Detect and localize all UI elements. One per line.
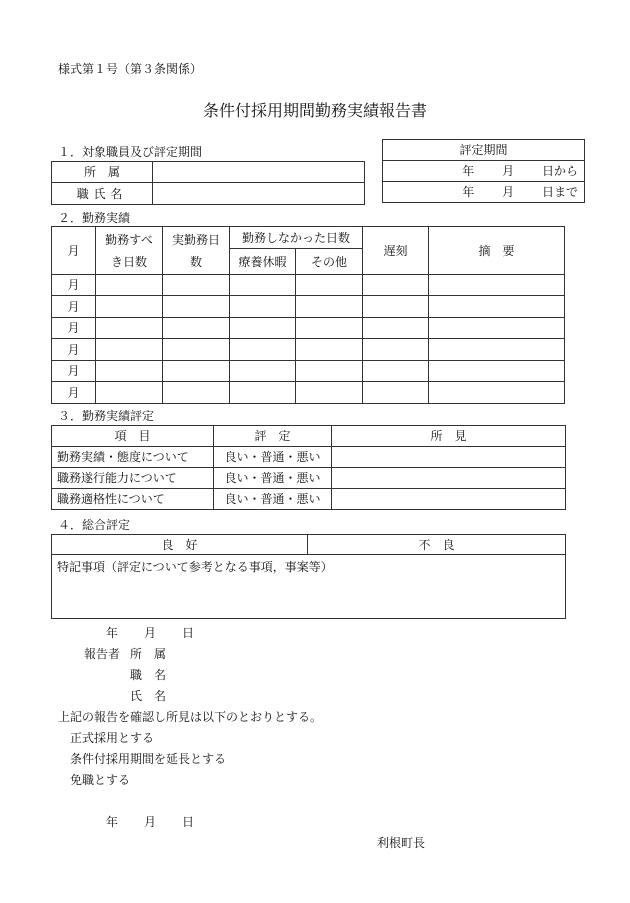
work-record-table — [51, 226, 565, 404]
work-record-rows — [52, 275, 565, 404]
reporter-affiliation-label: 所 属 — [130, 647, 167, 661]
opinion-field[interactable] — [332, 447, 566, 468]
col-absent-days: 勤務しなかった日数 — [230, 227, 363, 249]
reporter-name-label: 氏 名 — [130, 689, 167, 703]
report-year-label: 年 — [106, 626, 119, 640]
month-cell[interactable]: 月 — [52, 296, 96, 318]
col-item: 項 目 — [52, 426, 214, 447]
report-day-label: 日 — [182, 626, 195, 640]
eval-period-header: 評定期間 — [383, 140, 585, 161]
table-row — [52, 318, 565, 339]
final-date[interactable] — [106, 813, 194, 830]
opinion-field[interactable] — [332, 468, 566, 489]
rating-choice[interactable]: 良い・普通・悪い — [214, 489, 332, 510]
overall-bad[interactable]: 不 良 — [308, 535, 566, 555]
eval-item-ability: 職務遂行能力について — [52, 468, 214, 489]
overall-evaluation-table — [51, 534, 566, 619]
month-cell[interactable]: 月 — [52, 275, 96, 296]
reporter-label: 報告者 — [84, 647, 121, 661]
section4-heading: ４．総合評定 — [58, 518, 131, 532]
final-month-label: 月 — [144, 815, 157, 829]
table-row — [52, 361, 565, 382]
option-dismissal[interactable]: 免職とする — [70, 773, 131, 787]
to-year-label: 年 — [462, 185, 475, 199]
eval-period-to[interactable] — [383, 182, 585, 203]
affiliation-field[interactable] — [153, 162, 365, 183]
from-year-label: 年 — [462, 164, 475, 178]
report-date[interactable] — [106, 624, 194, 641]
option-extend-period[interactable]: 条件付採用期間を延長とする — [70, 752, 227, 766]
confirm-text: 上記の報告を確認し所見は以下のとおりとする。 — [58, 710, 323, 724]
page-title: 条件付採用期間勤務実績報告書 — [202, 101, 427, 120]
eval-item-attitude: 勤務実績・態度について — [52, 447, 214, 468]
section1-heading: １．対象職員及び評定期間 — [58, 145, 203, 159]
eval-item-aptitude: 職務適格性について — [52, 489, 214, 510]
target-employee-table — [51, 161, 365, 205]
col-should-work: 勤務すべ き日数 — [96, 227, 163, 275]
form-number: 様式第１号（第３条関係） — [58, 62, 203, 76]
col-actual-work: 実勤務日 数 — [163, 227, 230, 275]
evaluation-period-table — [382, 139, 585, 203]
rating-choice[interactable]: 良い・普通・悪い — [214, 468, 332, 489]
col-medical-leave: 療養休暇 — [230, 249, 296, 275]
col-late: 遅刻 — [363, 227, 429, 275]
section3-heading: ３．勤務実績評定 — [58, 409, 155, 423]
name-field[interactable] — [153, 183, 365, 205]
col-month: 月 — [52, 227, 96, 275]
from-month-label: 月 — [502, 164, 515, 178]
table-row — [52, 468, 566, 489]
affiliation-label: 所 属 — [52, 162, 153, 183]
col-remarks: 摘 要 — [429, 227, 565, 275]
option-formal-appointment[interactable]: 正式採用とする — [70, 731, 155, 745]
final-year-label: 年 — [106, 815, 119, 829]
rating-choice[interactable]: 良い・普通・悪い — [214, 447, 332, 468]
to-day-label: 日まで — [541, 185, 578, 199]
table-row — [52, 275, 565, 296]
table-row — [52, 339, 565, 361]
report-month-label: 月 — [144, 626, 157, 640]
final-day-label: 日 — [182, 815, 195, 829]
to-month-label: 月 — [502, 185, 515, 199]
eval-period-from[interactable] — [383, 161, 585, 182]
table-row — [52, 382, 565, 404]
signatory: 利根町長 — [377, 836, 426, 850]
col-opinion: 所 見 — [332, 426, 566, 447]
col-rating: 評 定 — [214, 426, 332, 447]
performance-evaluation-table — [51, 425, 566, 510]
table-row — [52, 296, 565, 318]
table-row — [52, 489, 566, 510]
month-cell[interactable]: 月 — [52, 382, 96, 404]
overall-good[interactable]: 良 好 — [52, 535, 308, 555]
table-row — [52, 447, 566, 468]
reporter-position-label: 職 名 — [130, 668, 167, 682]
from-day-label: 日から — [541, 164, 578, 178]
month-cell[interactable]: 月 — [52, 361, 96, 382]
col-other: その他 — [296, 249, 363, 275]
opinion-field[interactable] — [332, 489, 566, 510]
special-notes-label: 特記事項（評定について参考となる事項，事案等） — [57, 560, 333, 574]
month-cell[interactable]: 月 — [52, 318, 96, 339]
name-label: 職氏名 — [52, 183, 153, 205]
section2-heading: ２．勤務実績 — [58, 211, 131, 225]
month-cell[interactable]: 月 — [52, 339, 96, 361]
special-notes-field[interactable] — [52, 555, 566, 619]
